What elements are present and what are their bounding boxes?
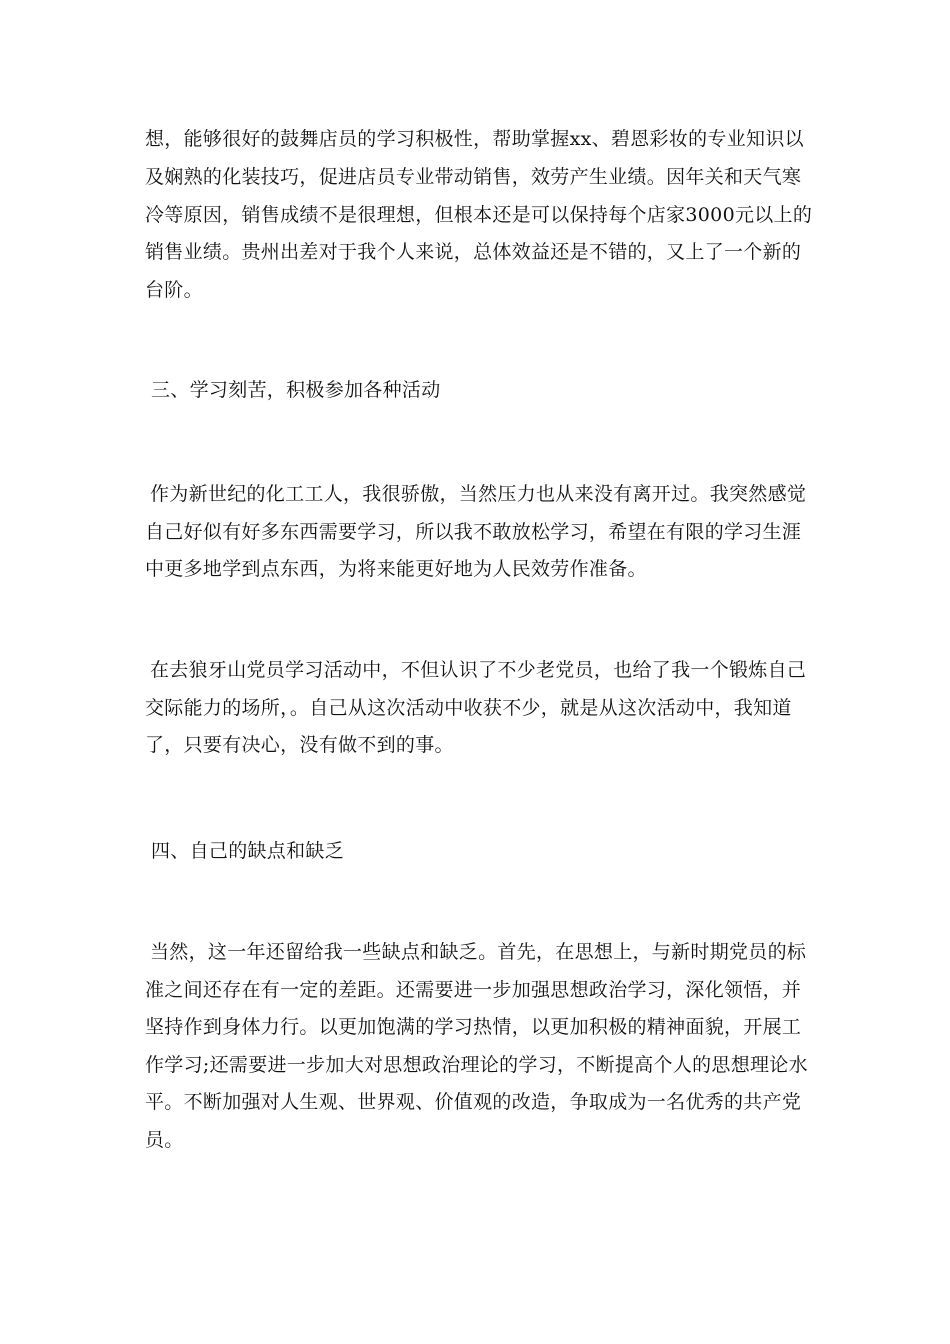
body-text-line: 当然，这一年还留给我一些缺点和缺乏。首先，在思想上，与新时期党员的标 bbox=[150, 941, 807, 963]
body-text-line: 坚持作到身体力行。以更加饱满的学习热情，以更加积极的精神面貌，开展工 bbox=[145, 1016, 802, 1038]
body-text-line: 作学习;还需要进一步加大对思想政治理论的学习，不断提高个人的思想理论水 bbox=[145, 1054, 808, 1076]
body-text-line: 了，只要有决心，没有做不到的事。 bbox=[145, 734, 454, 756]
body-text-line: 中更多地学到点东西，为将来能更好地为人民效劳作准备。 bbox=[145, 558, 647, 580]
body-text-line: 自己好似有好多东西需要学习，所以我不敢放松学习，希望在有限的学习生涯 bbox=[145, 521, 802, 543]
body-text-line: 交际能力的场所，。自己从这次活动中收获不少，就是从这次活动中，我知道 bbox=[145, 697, 792, 719]
body-text-line: 平。不断加强对人生观、世界观、价值观的改造，争取成为一名优秀的共产党 bbox=[145, 1091, 802, 1113]
body-text-line: 台阶。 bbox=[145, 279, 203, 301]
body-text-line: 作为新世纪的化工工人，我很骄傲，当然压力也从来没有离开过。我突然感觉 bbox=[150, 483, 807, 505]
body-text-line: 及娴熟的化装技巧，促进店员专业带动销售，效劳产生业绩。因年关和天气寒 bbox=[145, 166, 802, 188]
body-text-line: 准之间还存在有一定的差距。还需要进一步加强思想政治学习，深化领悟，并 bbox=[145, 979, 802, 1001]
section-heading: 四、自己的缺点和缺乏 bbox=[151, 840, 345, 862]
body-text-line: 销售业绩。贵州出差对于我个人来说，总体效益还是不错的，又上了一个新的 bbox=[145, 241, 802, 263]
section-heading: 三、学习刻苦，积极参加各种活动 bbox=[151, 379, 441, 401]
body-text-line: 想，能够很好的鼓舞店员的学习积极性，帮助掌握xx、碧恩彩妆的专业知识以 bbox=[145, 128, 804, 150]
body-text-line: 冷等原因，销售成绩不是很理想，但根本还是可以保持每个店家3000元以上的 bbox=[145, 204, 813, 226]
body-text-line: 员。 bbox=[145, 1129, 184, 1151]
body-text-line: 在去狼牙山党员学习活动中，不但认识了不少老党员，也给了我一个锻炼自己 bbox=[150, 659, 807, 681]
